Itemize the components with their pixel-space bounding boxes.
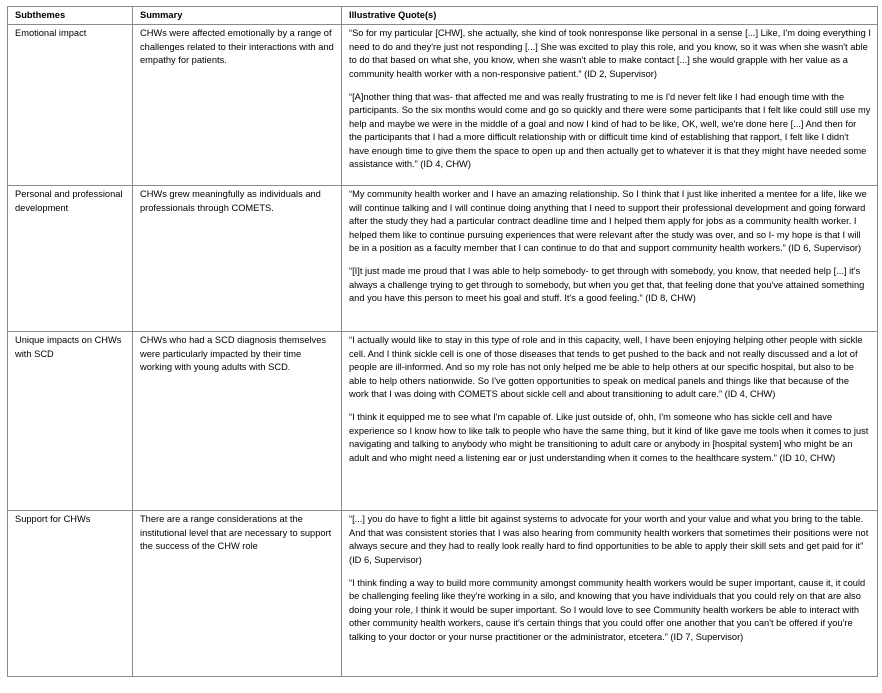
quote: “I think it equipped me to see what I'm capable of. Like just outside of, ohh, I'm someone who has sickle cell and have experience so I know how to like talk to people who have the same thing, but it kind of like gave me tools when it comes to just navigating and talking to anybody who might be transitioning to adult care or anybody in [hospital system] who might be an adult and who might need a listening ear or just understanding when it comes to the healthcare system.” (ID 10, CHW) bbox=[349, 412, 869, 463]
quote: “My community health worker and I have an amazing relationship. So I think that I just like inherited a mentee for a life, like we will continue talking and I will continue doing anything that I need to support their professional development and going forward after the study they had a particular contract deadline time and I helped them apply for jobs as a community health worker. I helped them like to continue pursuing experiences that were relevant after the study was over, and so I- my hope is that I will be in a position as a faculty member that I can continue to do that and support community health workers.” (ID 6, Supervisor) bbox=[349, 189, 867, 254]
table-row bbox=[8, 332, 878, 511]
summary-cell: CHWs who had a SCD diagnosis themselves were particularly impacted by their time working with young adults with SCD. bbox=[133, 332, 342, 511]
quote: “I think finding a way to build more community amongst community health workers would be super important, cause it, it could be challenging feeling like they're working in a silo, and knowing that you have individuals that you could rely on that are also doing your role, I think it would be super important. So I would love to see Community health workers be able to interact with other community health workers, cause it's certain things that you could offer one another that you can't be offered if you're talking to your doctor or your nurse practitioner or the administrator, etcetera.” (ID 7, Supervisor) bbox=[349, 578, 866, 642]
quote: “I actually would like to stay in this type of role and in this capacity, well, I have been enjoying helping other people with sickle cell. And I think sickle cell is one of those diseases that tends to get pushed to the back and not really discussed and a lot of people are ill-informed. And so my role has not only helped me be able to help others at our specific hospital, but also to be able to help others nationwide. So I've gotten opportunities to speak on medical panels and things like that because of the work that I was doing with COMETS about sickle cell and about transitioning to adult care.” (ID 4, CHW) bbox=[349, 335, 863, 400]
subtheme-cell: Emotional impact bbox=[8, 25, 133, 186]
table-row bbox=[8, 186, 878, 332]
subtheme-cell: Support for CHWs bbox=[8, 511, 133, 677]
subtheme-cell: Unique impacts on CHWs with SCD bbox=[8, 332, 133, 511]
quote: “So for my particular [CHW], she actually, she kind of took nonresponse like personal in a sense [...] Like, I'm doing everything I need to do and they're just not responding [...] She was excited to play this role, and you know, so it was when she wasn't able to do that based on what she, you know, when she wasn't able to make contact [...] she would grapple with her value as a community health worker with a non-responsive patient.” (ID 2, Supervisor) bbox=[349, 28, 871, 79]
subtheme-cell: Personal and professional development bbox=[8, 186, 133, 332]
quotes-cell bbox=[342, 186, 878, 332]
summary-cell: CHWs were affected emotionally by a range of challenges related to their interactions with and empathy for patients. bbox=[133, 25, 342, 186]
table-row bbox=[8, 25, 878, 186]
header-quotes: Illustrative Quote(s) bbox=[342, 7, 878, 25]
header-subthemes: Subthemes bbox=[8, 7, 133, 25]
table-header-row bbox=[8, 7, 878, 25]
header-summary: Summary bbox=[133, 7, 342, 25]
quote: “[...] you do have to fight a little bit against systems to advocate for your worth and your value and what you bring to the table. And that was consistent stories that I was also hearing from community health workers that sometimes their positions were not always secure and they had to really look really hard to find opportunities to be able to apply their skill sets and get paid for it” (ID 6, Supervisor) bbox=[349, 514, 869, 565]
subthemes-table bbox=[7, 6, 878, 677]
table-row bbox=[8, 511, 878, 677]
summary-cell: CHWs grew meaningfully as individuals and professionals through COMETS. bbox=[133, 186, 342, 332]
summary-cell: There are a range considerations at the institutional level that are necessary to support the success of the CHW role bbox=[133, 511, 342, 677]
quote: “[A]nother thing that was- that affected me and was really frustrating to me is I'd never felt like I had enough time with the participants. So the six months would come and go so quickly and there were some participants that I felt like could still use my help and maybe we were in the middle of a goal and now I kind of had to be like, OK, well, we're done here [...] And then for the participants that I had a more difficult relationship with or difficult time kind of establishing that rapport, I felt like I didn't have enough time to give them the space to open up and then actually get to whatever it is that they might have needed some assistance with.” (ID 4, CHW) bbox=[349, 92, 871, 170]
quotes-cell bbox=[342, 332, 878, 511]
quotes-cell bbox=[342, 25, 878, 186]
quote: “[I]t just made me proud that I was able to help somebody- to get through with somebody, you know, that needed help [...] it's always a challenge trying to get through to somebody, but when you get that, that feeling done that you've attained something and you have this person to meet his goal and stuff. It's a good feeling.” (ID 8, CHW) bbox=[349, 266, 865, 304]
quotes-cell bbox=[342, 511, 878, 677]
